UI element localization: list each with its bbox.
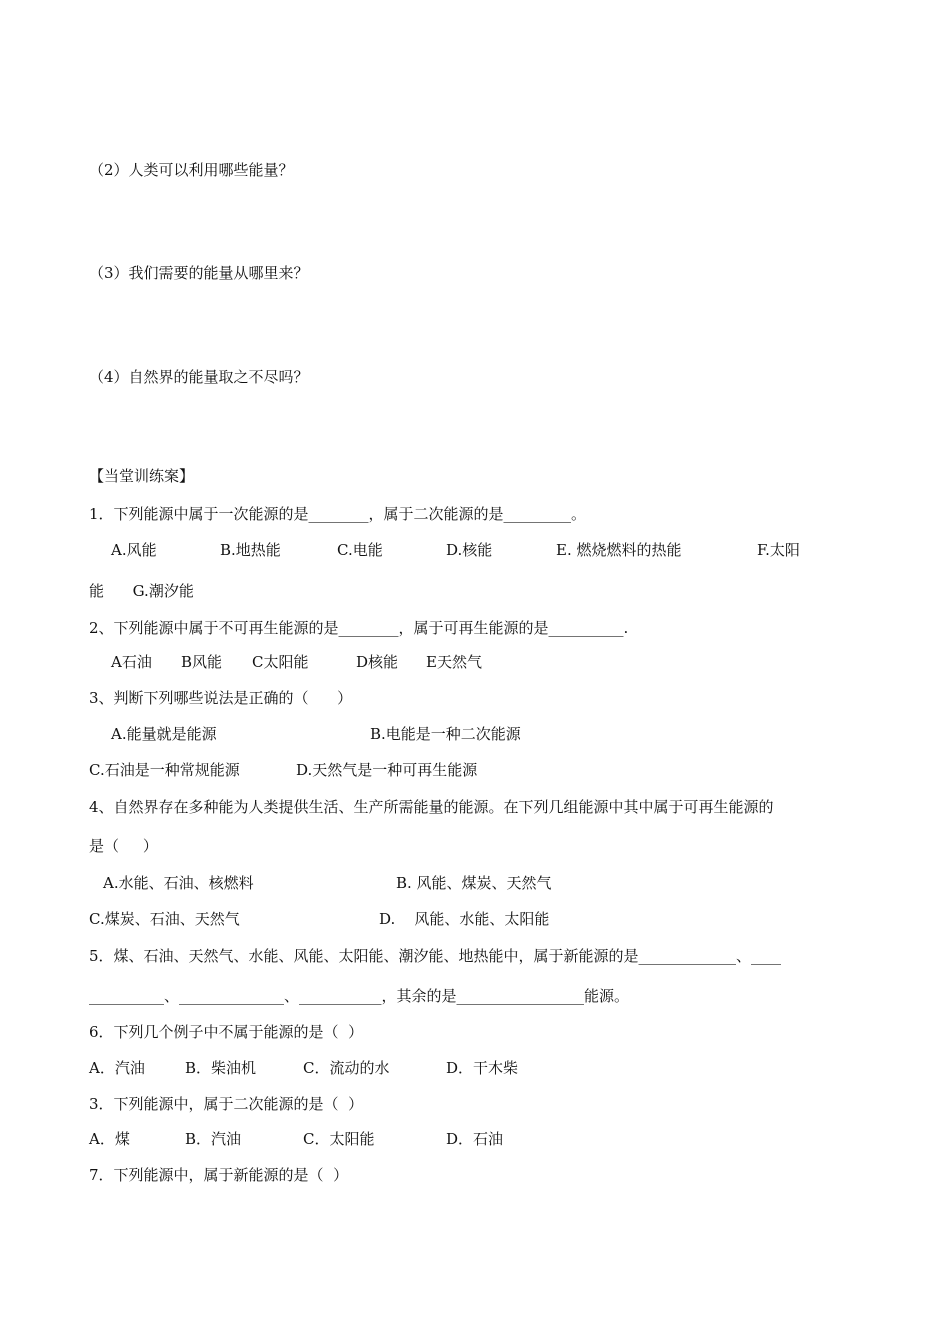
q6-option-b: B．柴油机 xyxy=(185,1059,257,1077)
q1-continuation: 能 G.潮汐能 xyxy=(89,582,194,600)
q2-option-e: E天然气 xyxy=(426,653,482,671)
q6-option-a: A．汽油 xyxy=(89,1059,145,1077)
q1-option-b: B.地热能 xyxy=(220,541,281,559)
q4-option-a: A.水能、石油、核燃料 xyxy=(103,874,254,892)
q3-stem: 3、判断下列哪些说法是正确的（ ） xyxy=(89,689,353,707)
q1-option-e: E. 燃烧燃料的热能 xyxy=(556,541,682,559)
question-4-energy-inexhaustible: （4）自然界的能量取之不尽吗？ xyxy=(89,368,309,386)
q4-stem: 4、自然界存在多种能为人类提供生活、生产所需能量的能源。在下列几组能源中其中属于可再生能源的 xyxy=(89,798,774,816)
q1-stem: 1．下列能源中属于一次能源的是________，属于二次能源的是_________。 xyxy=(89,505,587,523)
question-2-what-energy: （2）人类可以利用哪些能量？ xyxy=(89,161,294,179)
q-secondary-energy-stem: 3．下列能源中，属于二次能源的是（ ） xyxy=(89,1095,364,1113)
q1-option-c: C.电能 xyxy=(337,541,383,559)
q5-stem: 5．煤、石油、天然气、水能、风能、太阳能、潮汐能、地热能中，属于新能源的是_____________、____ xyxy=(89,947,782,965)
q4-option-b: B. 风能、煤炭、天然气 xyxy=(396,874,552,892)
q1-option-f: F.太阳 xyxy=(757,541,800,559)
q3-option-b: B.电能是一种二次能源 xyxy=(370,725,521,743)
q4-stem-continuation: 是（ ） xyxy=(89,837,158,855)
section-title: 【当堂训练案】 xyxy=(89,467,195,485)
q-secondary-energy-option-d: D．石油 xyxy=(446,1130,504,1148)
q2-option-c: C太阳能 xyxy=(252,653,309,671)
q1-option-d: D.核能 xyxy=(446,541,493,559)
q2-option-d: D核能 xyxy=(356,653,399,671)
q7-stem: 7．下列能源中，属于新能源的是（ ） xyxy=(89,1166,349,1184)
q2-stem: 2、下列能源中属于不可再生能源的是________，属于可再生能源的是__________. xyxy=(89,619,629,637)
q6-stem: 6．下列几个例子中不属于能源的是（ ） xyxy=(89,1023,364,1041)
q6-option-d: D．干木柴 xyxy=(446,1059,519,1077)
question-3-where-energy-from: （3）我们需要的能量从哪里来？ xyxy=(89,264,309,282)
q2-option-b: B风能 xyxy=(181,653,223,671)
q-secondary-energy-option-a: A．煤 xyxy=(89,1130,130,1148)
q5-stem-continuation: __________、______________、___________，其余的是_________________能源。 xyxy=(89,987,630,1005)
q3-option-c: C.石油是一种常规能源 xyxy=(89,761,240,779)
q4-option-d: D. 风能、水能、太阳能 xyxy=(379,910,550,928)
q-secondary-energy-option-b: B．汽油 xyxy=(185,1130,242,1148)
q3-option-d: D.天然气是一种可再生能源 xyxy=(296,761,478,779)
q4-option-c: C.煤炭、石油、天然气 xyxy=(89,910,240,928)
q1-option-a: A.风能 xyxy=(111,541,157,559)
q-secondary-energy-option-c: C．太阳能 xyxy=(303,1130,375,1148)
q6-option-c: C．流动的水 xyxy=(303,1059,390,1077)
q2-option-a: A石油 xyxy=(111,653,152,671)
q3-option-a: A.能量就是能源 xyxy=(111,725,217,743)
